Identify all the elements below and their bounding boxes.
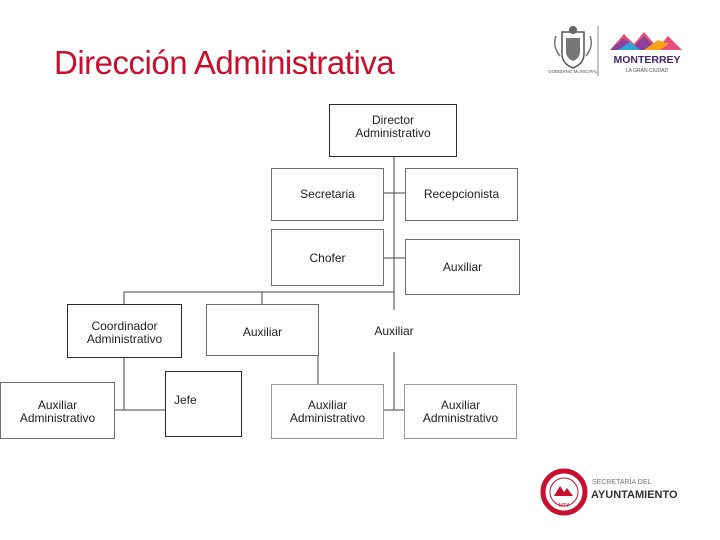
secretaria-ayuntamiento-logo (540, 466, 700, 518)
secretaria-prefix: SECRETARÍA DEL (592, 479, 652, 486)
org-box-secretaria (271, 168, 384, 221)
org-box-aux-admin-center-line2: Administrativo (289, 411, 366, 425)
org-box-director-line2: Administrativo (355, 126, 431, 140)
org-box-jefe-label: Jefe (174, 393, 197, 407)
org-box-director-line1: Director (371, 113, 414, 127)
org-box-aux-admin-left-line2: Administrativo (19, 411, 96, 425)
org-box-coordinador-line2: Administrativo (86, 332, 163, 346)
org-label-auxiliar-mid2: Auxiliar (374, 324, 414, 338)
org-box-coordinador-line1: Coordinador (91, 319, 158, 333)
org-box-coordinador (67, 304, 182, 358)
org-box-director (329, 104, 457, 157)
org-box-auxiliar-right (405, 239, 520, 295)
org-box-aux-admin-center-line1: Auxiliar (307, 398, 348, 412)
monterrey-tagline: LA GRAN CIUDAD (625, 68, 669, 74)
org-box-aux-admin-right (404, 384, 517, 439)
page-title: Dirección Administrativa (54, 44, 395, 81)
monterrey-wordmark: MONTERREY (613, 54, 681, 66)
org-box-chofer (271, 229, 384, 286)
ayuntamiento-wordmark: AYUNTAMIENTO (591, 489, 678, 501)
seal-caption: GOBIERNO MUNICIPAL (548, 69, 598, 74)
org-box-auxiliar-right-label: Auxiliar (442, 260, 483, 274)
org-box-recepcionista-label: Recepcionista (423, 187, 500, 201)
mty-badge-text: MTY (558, 503, 570, 509)
org-box-aux-admin-right-line2: Administrativo (422, 411, 499, 425)
org-box-aux-admin-left (0, 382, 115, 439)
org-box-aux-admin-right-line1: Auxiliar (440, 398, 481, 412)
org-box-auxiliar-mid-label: Auxiliar (242, 325, 283, 339)
org-box-jefe (165, 371, 242, 437)
org-box-recepcionista (405, 168, 518, 221)
org-box-auxiliar-mid (206, 304, 319, 356)
org-box-secretaria-label: Secretaria (300, 187, 355, 201)
org-box-aux-admin-left-line1: Auxiliar (37, 398, 78, 412)
org-box-aux-admin-center (271, 384, 384, 439)
org-box-chofer-label: Chofer (309, 251, 346, 265)
